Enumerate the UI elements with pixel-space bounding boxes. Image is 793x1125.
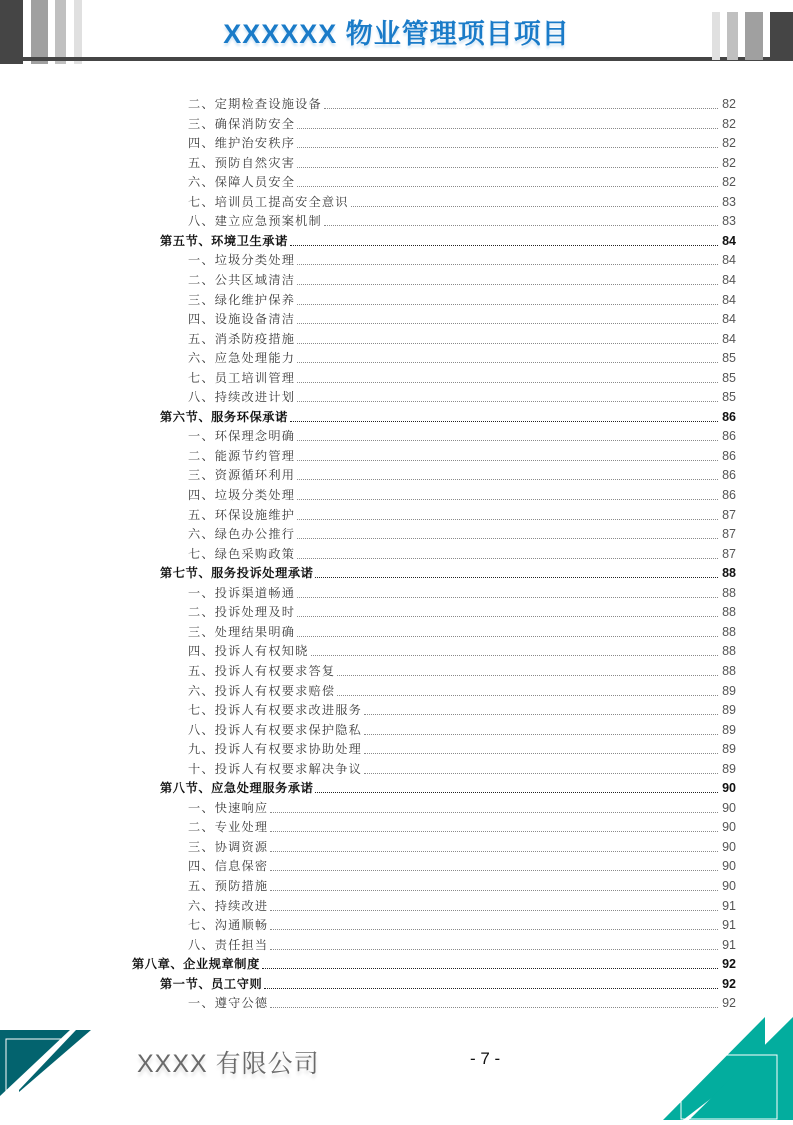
- toc-entry-label: 七、员工培训管理: [188, 370, 296, 385]
- toc-entry[interactable]: [188, 525, 736, 544]
- toc-entry[interactable]: [188, 115, 736, 134]
- toc-entry-label: 八、建立应急预案机制: [188, 214, 322, 229]
- dot-leader: [364, 752, 718, 754]
- toc-entry-label: 六、保障人员安全: [188, 175, 296, 190]
- footer-left-triangle-icon: [0, 1030, 95, 1125]
- dot-leader: [297, 166, 718, 168]
- toc-entry-label: 二、能源节约管理: [188, 448, 296, 463]
- toc-entry[interactable]: [188, 545, 736, 564]
- toc-entry[interactable]: [188, 388, 736, 407]
- dot-leader: [270, 1006, 718, 1008]
- toc-entry-label: 四、投诉人有权知晓: [188, 644, 309, 659]
- toc-entry[interactable]: [188, 486, 736, 505]
- dot-leader: [315, 791, 718, 793]
- toc-entry-label: 七、培训员工提高安全意识: [188, 194, 349, 209]
- toc-entry-label: 四、信息保密: [188, 859, 269, 874]
- toc-entry[interactable]: [188, 877, 736, 896]
- dot-leader: [297, 439, 718, 441]
- toc-entry-page: 89: [722, 722, 736, 737]
- toc-entry-label: 七、投诉人有权要求改进服务: [188, 703, 363, 718]
- dot-leader: [290, 420, 718, 422]
- toc-entry-page: 88: [722, 566, 736, 581]
- toc-entry[interactable]: [188, 193, 736, 212]
- toc-entry-page: 90: [722, 800, 736, 815]
- dot-leader: [297, 127, 718, 129]
- footer-right-triangle-icon: [663, 1017, 793, 1122]
- toc-entry[interactable]: [188, 623, 736, 642]
- toc-entry-page: 88: [722, 605, 736, 620]
- dot-leader: [297, 478, 718, 480]
- toc-entry-page: 85: [722, 351, 736, 366]
- dot-leader: [351, 205, 718, 207]
- dot-leader: [297, 557, 718, 559]
- toc-entry-page: 91: [722, 898, 736, 913]
- toc-entry[interactable]: [188, 584, 736, 603]
- toc-entry-label: 五、消杀防疫措施: [188, 331, 296, 346]
- toc-entry[interactable]: [188, 838, 736, 857]
- dot-leader: [297, 146, 718, 148]
- toc-entry[interactable]: [188, 662, 736, 681]
- toc-entry-label: 一、垃圾分类处理: [188, 253, 296, 268]
- toc-entry-page: 83: [722, 214, 736, 229]
- toc-entry-page: 89: [722, 703, 736, 718]
- toc-entry-label: 八、责任担当: [188, 937, 269, 952]
- toc-entry[interactable]: [188, 916, 736, 935]
- toc-entry-page: 84: [722, 292, 736, 307]
- toc-entry[interactable]: [188, 994, 736, 1013]
- toc-entry-label: 六、持续改进: [188, 898, 269, 913]
- toc-entry-label: 第一节、员工守则: [160, 976, 263, 991]
- toc-entry-label: 七、沟通顺畅: [188, 918, 269, 933]
- toc-entry[interactable]: [188, 857, 736, 876]
- toc-entry-page: 83: [722, 194, 736, 209]
- toc-entry[interactable]: [160, 408, 736, 427]
- toc-entry-page: 84: [722, 331, 736, 346]
- toc-entry-label: 三、协调资源: [188, 839, 269, 854]
- toc-entry[interactable]: [188, 271, 736, 290]
- toc-entry-page: 82: [722, 97, 736, 111]
- toc-entry[interactable]: [188, 173, 736, 192]
- dot-leader: [297, 361, 718, 363]
- toc-entry-label: 二、公共区域清洁: [188, 272, 296, 287]
- toc-entry-page: 87: [722, 546, 736, 561]
- toc-entry-page: 89: [722, 761, 736, 776]
- toc-entry[interactable]: [188, 760, 736, 779]
- toc-entry-label: 三、处理结果明确: [188, 624, 296, 639]
- dot-leader: [297, 303, 718, 305]
- toc-entry-page: 92: [722, 976, 736, 991]
- dot-leader: [297, 459, 718, 461]
- toc-entry[interactable]: [188, 330, 736, 349]
- toc-entry-label: 一、遵守公德: [188, 996, 269, 1011]
- dot-leader: [297, 283, 718, 285]
- toc-entry[interactable]: [188, 603, 736, 622]
- toc-entry-label: 一、环保理念明确: [188, 429, 296, 444]
- page-header: [0, 0, 793, 66]
- dot-leader: [297, 615, 718, 617]
- toc-entry-label: 五、预防自然灾害: [188, 155, 296, 170]
- toc-entry-label: 三、确保消防安全: [188, 116, 296, 131]
- dot-leader: [297, 635, 718, 637]
- toc-entry-label: 八、投诉人有权要求保护隐私: [188, 722, 363, 737]
- toc-entry-page: 90: [722, 781, 736, 796]
- dot-leader: [297, 381, 718, 383]
- toc-entry-page: 82: [722, 175, 736, 190]
- toc-entry-page: 82: [722, 136, 736, 151]
- toc-entry-label: 第六节、服务环保承诺: [160, 409, 288, 424]
- dot-leader: [315, 576, 718, 578]
- toc-entry-page: 91: [722, 937, 736, 952]
- toc-entry-label: 第八章、企业规章制度: [132, 957, 260, 972]
- toc-entry[interactable]: [160, 975, 736, 994]
- dot-leader: [270, 909, 718, 911]
- toc-entry-label: 二、定期检查设施设备: [188, 97, 322, 111]
- toc-entry-page: 86: [722, 409, 736, 424]
- toc-entry-page: 92: [722, 957, 736, 972]
- dot-leader: [297, 263, 718, 265]
- toc-entry-label: 一、快速响应: [188, 800, 269, 815]
- toc-entry-page: 84: [722, 233, 736, 248]
- toc-entry[interactable]: [188, 642, 736, 661]
- dot-leader: [270, 948, 718, 950]
- toc-entry-label: 三、资源循环利用: [188, 468, 296, 483]
- dot-leader: [297, 342, 718, 344]
- toc-entry-label: 六、应急处理能力: [188, 351, 296, 366]
- dot-leader: [264, 987, 718, 989]
- toc-entry-label: 六、绿色办公推行: [188, 527, 296, 542]
- toc-entry[interactable]: [188, 134, 736, 153]
- dot-leader: [297, 400, 718, 402]
- toc-entry[interactable]: [188, 799, 736, 818]
- toc-entry[interactable]: [188, 95, 736, 114]
- toc-entry[interactable]: [132, 955, 736, 974]
- toc-entry-page: 88: [722, 644, 736, 659]
- toc-entry-page: 85: [722, 390, 736, 405]
- toc-entry-page: 87: [722, 507, 736, 522]
- toc-entry-label: 二、专业处理: [188, 820, 269, 835]
- toc-entry-label: 二、投诉处理及时: [188, 605, 296, 620]
- toc-entry-label: 第五节、环境卫生承诺: [160, 233, 288, 248]
- toc-entry-page: 90: [722, 839, 736, 854]
- toc-entry-label: 一、投诉渠道畅通: [188, 585, 296, 600]
- toc-entry-label: 七、绿色采购政策: [188, 546, 296, 561]
- toc-entry[interactable]: [188, 721, 736, 740]
- toc-entry-label: 第八节、应急处理服务承诺: [160, 781, 314, 796]
- toc-entry-page: 89: [722, 742, 736, 757]
- toc-entry-page: 86: [722, 468, 736, 483]
- toc-entry-page: 91: [722, 918, 736, 933]
- dot-leader: [297, 596, 718, 598]
- toc-entry-page: 85: [722, 370, 736, 385]
- toc-entry-page: 87: [722, 527, 736, 542]
- dot-leader: [324, 107, 718, 109]
- toc-entry[interactable]: [188, 154, 736, 173]
- dot-leader: [270, 869, 718, 871]
- dot-leader: [297, 498, 718, 500]
- dot-leader: [337, 674, 718, 676]
- toc-entry[interactable]: [188, 291, 736, 310]
- toc-entry-page: 90: [722, 859, 736, 874]
- toc-entry-label: 十、投诉人有权要求解决争议: [188, 761, 363, 776]
- toc-entry-label: 五、投诉人有权要求答复: [188, 663, 336, 678]
- dot-leader: [297, 185, 718, 187]
- toc-entry[interactable]: [188, 251, 736, 270]
- toc-entry-page: 88: [722, 663, 736, 678]
- document-title: XXXXXX 物业管理项目项目: [223, 19, 570, 49]
- toc-entry-label: 四、设施设备清洁: [188, 312, 296, 327]
- dot-leader: [364, 772, 718, 774]
- toc-entry-page: 82: [722, 155, 736, 170]
- toc-entry[interactable]: [188, 310, 736, 329]
- dot-leader: [262, 967, 718, 969]
- toc-entry-label: 三、绿化维护保养: [188, 292, 296, 307]
- toc-entry[interactable]: [188, 212, 736, 231]
- page-number: - 7 -: [470, 1049, 501, 1068]
- toc-entry-page: 86: [722, 488, 736, 502]
- dot-leader: [311, 654, 719, 656]
- toc-entry[interactable]: [188, 936, 736, 955]
- company-name: XXXX 有限公司: [137, 1050, 320, 1078]
- toc-entry-page: 88: [722, 585, 736, 600]
- toc-entry-label: 四、垃圾分类处理: [188, 488, 296, 502]
- toc-entry[interactable]: [188, 818, 736, 837]
- toc-entry-label: 第七节、服务投诉处理承诺: [160, 566, 314, 581]
- dot-leader: [324, 224, 718, 226]
- dot-leader: [297, 518, 718, 520]
- toc-entry-page: 90: [722, 879, 736, 893]
- toc-entry[interactable]: [188, 466, 736, 485]
- toc-entry-label: 九、投诉人有权要求协助处理: [188, 742, 363, 757]
- toc-entry-page: 89: [722, 683, 736, 698]
- toc-entry[interactable]: [188, 427, 736, 446]
- toc-entry-label: 五、环保设施维护: [188, 507, 296, 522]
- dot-leader: [270, 928, 718, 930]
- dot-leader: [270, 830, 718, 832]
- toc-entry[interactable]: [188, 897, 736, 916]
- dot-leader: [364, 713, 718, 715]
- dot-leader: [290, 244, 718, 246]
- dot-leader: [270, 889, 718, 891]
- toc-entry-page: 84: [722, 312, 736, 327]
- dot-leader: [364, 733, 718, 735]
- dot-leader: [270, 850, 718, 852]
- toc-entry-label: 五、预防措施: [188, 879, 269, 893]
- toc-entry-page: 88: [722, 624, 736, 639]
- dot-leader: [297, 322, 718, 324]
- toc-entry[interactable]: [188, 740, 736, 759]
- toc-entry[interactable]: [160, 779, 736, 798]
- toc-entry[interactable]: [160, 232, 736, 251]
- dot-leader: [297, 537, 718, 539]
- toc-entry[interactable]: [188, 682, 736, 701]
- toc-entry-page: 92: [722, 996, 736, 1011]
- toc-entry[interactable]: [188, 447, 736, 466]
- toc-entry[interactable]: [188, 506, 736, 525]
- toc-entry-label: 四、维护治安秩序: [188, 136, 296, 151]
- dot-leader: [337, 694, 718, 696]
- toc-entry[interactable]: [188, 369, 736, 388]
- header-rule: [0, 57, 793, 61]
- toc-entry-page: 84: [722, 272, 736, 287]
- toc-entry-page: 86: [722, 448, 736, 463]
- toc-entry-page: 82: [722, 116, 736, 131]
- toc-entry[interactable]: [188, 701, 736, 720]
- toc-entry[interactable]: [188, 349, 736, 368]
- dot-leader: [270, 811, 718, 813]
- toc-entry-label: 八、持续改进计划: [188, 390, 296, 405]
- toc-entry[interactable]: [160, 564, 736, 583]
- toc-entry-page: 86: [722, 429, 736, 444]
- toc-entry-page: 84: [722, 253, 736, 268]
- toc-entry-page: 90: [722, 820, 736, 835]
- toc-entry-label: 六、投诉人有权要求赔偿: [188, 683, 336, 698]
